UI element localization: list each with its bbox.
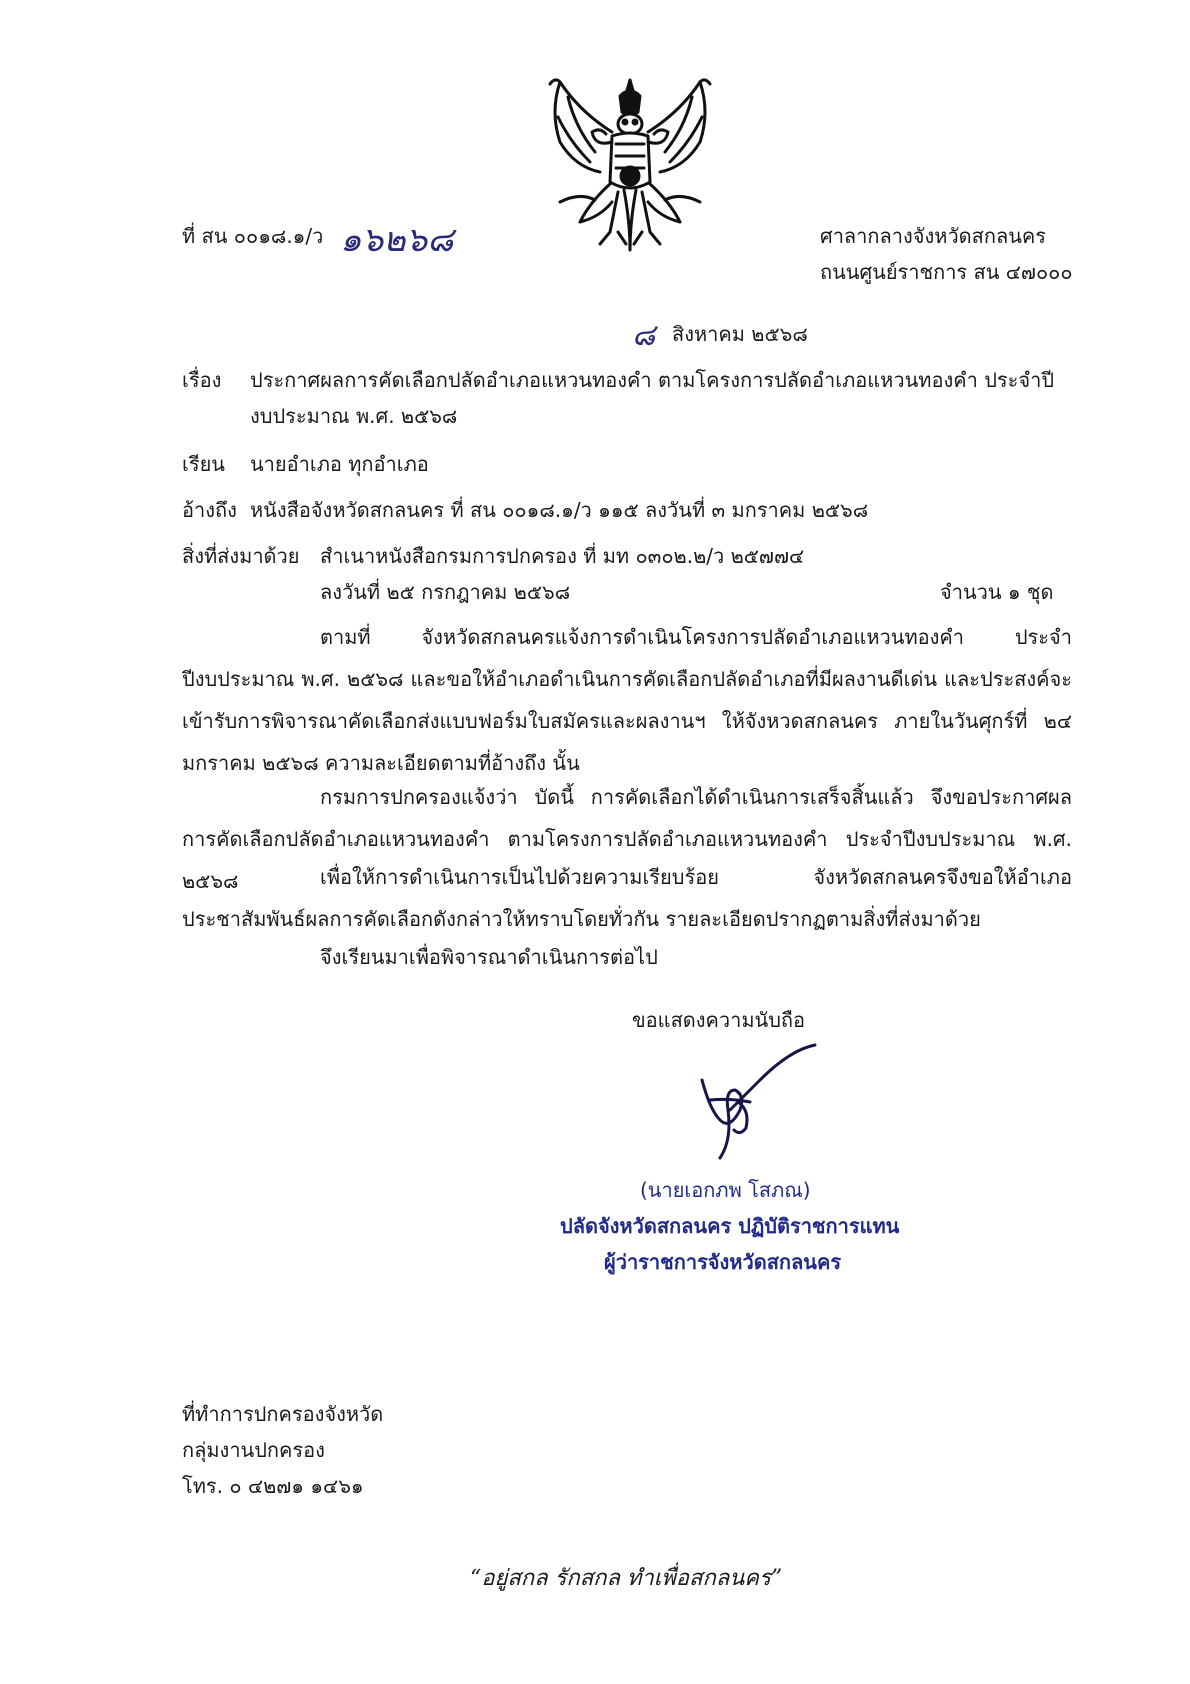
reference-text: หนังสือจังหวัดสกลนคร ที่ สน ๐๐๑๘.๑/ว ๑๑๕ ลงวันที่ ๓ มกราคม ๒๕๖๘ [250, 498, 869, 522]
signer-position-1: ปลัดจังหวัดสกลนคร ปฏิบัติราชการแทน [560, 1214, 900, 1238]
date-month-year: สิงหาคม ๒๕๖๘ [672, 322, 808, 346]
footer-phone: โทร. ๐ ๔๒๗๑ ๑๔๖๑ [182, 1474, 364, 1498]
reference-number-prefix: ที่ สน ๐๐๑๘.๑/ว [182, 224, 324, 248]
org-address: ถนนศูนย์ราชการ สน ๔๗๐๐๐ [820, 260, 1073, 284]
enclosure-line-1: สำเนาหนังสือกรมการปกครอง ที่ มท ๐๓๐๒.๒/ว ๒๕๗๗๔ [320, 544, 805, 568]
signer-position-2: ผู้ว่าราชการจังหวัดสกลนคร [604, 1250, 842, 1274]
signer-name: (นายเอกภพ โสภณ) [640, 1178, 811, 1202]
date-day-handwritten: ๘ [632, 318, 656, 353]
signature-icon [690, 1040, 820, 1165]
recipient-text: นายอำเภอ ทุกอำเภอ [250, 452, 429, 476]
enclosure-count: จำนวน ๑ ชุด [940, 580, 1054, 604]
body-paragraph-3-text: เพื่อให้การดำเนินการเป็นไปด้วยความเรียบร้อย จังหวัดสกลนครจึงขอให้อำเภอประชาสัมพันธ์ผลการคัดเลือกดังกล่าวให้ทราบโดยทั่วกัน รายละเอียดปรากฏตามสิ่งที่ส่งมาด้วย [182, 865, 1072, 931]
enclosure-label: สิ่งที่ส่งมาด้วย [182, 544, 300, 568]
body-paragraph-4 [182, 936, 1072, 978]
subject-label: เรื่อง [182, 368, 222, 392]
body-paragraph-1-text: ตามที่ จังหวัดสกลนครแจ้งการดำเนินโครงการปลัดอำเภอแหวนทองคำ ประจำปีงบประมาณ พ.ศ. ๒๕๖๘ และขอให้อำเภอดำเนินการคัดเลือกปลัดอำเภอที่มีผลงานดีเด่น และประสงค์จะเข้ารับการพิจารณาคัดเลือกส่งแบบฟอร์มใบสมัครและผลงานฯ ให้จังหวดสกลนคร ภายในวันศุกร์ที่ ๒๔ มกราคม ๒๕๖๘ ความละเอียดตามที่อ้างถึง นั้น [182, 625, 1072, 775]
footer-office: ที่ทำการปกครองจังหวัด [182, 1402, 384, 1426]
body-paragraph-3 [182, 856, 1072, 940]
garuda-emblem-icon [540, 72, 720, 257]
reference-label: อ้างถึง [182, 498, 237, 522]
reference-number-handwritten: ๑๖๒๖๘ [340, 220, 454, 260]
footer-motto: “อยู่สกล รักสกล ทำเพื่อสกลนคร” [470, 1566, 783, 1591]
org-name: ศาลากลางจังหวัดสกลนคร [820, 224, 1047, 248]
enclosure-line-2: ลงวันที่ ๒๕ กรกฎาคม ๒๕๖๘ [320, 580, 571, 604]
body-paragraph-1 [182, 616, 1072, 784]
closing-salutation: ขอแสดงความนับถือ [632, 1008, 806, 1032]
body-paragraph-2-text: กรมการปกครองแจ้งว่า บัดนี้ การคัดเลือกได้ดำเนินการเสร็จสิ้นแล้ว จึงขอประกาศผลการคัดเลือกปลัดอำเภอแหวนทองคำ ตามโครงการปลัดอำเภอแหวนทองคำ ประจำปีงบประมาณ พ.ศ. ๒๕๖๘ [182, 785, 1072, 893]
subject-line-1: ประกาศผลการคัดเลือกปลัดอำเภอแหวนทองคำ ตามโครงการปลัดอำเภอแหวนทองคำ ประจำปี [250, 368, 1055, 392]
subject-line-2: งบประมาณ พ.ศ. ๒๕๖๘ [250, 404, 458, 428]
footer-division: กลุ่มงานปกครอง [182, 1438, 325, 1462]
recipient-label: เรียน [182, 452, 225, 476]
body-paragraph-4-text: จึงเรียนมาเพื่อพิจารณาดำเนินการต่อไป [320, 945, 658, 969]
